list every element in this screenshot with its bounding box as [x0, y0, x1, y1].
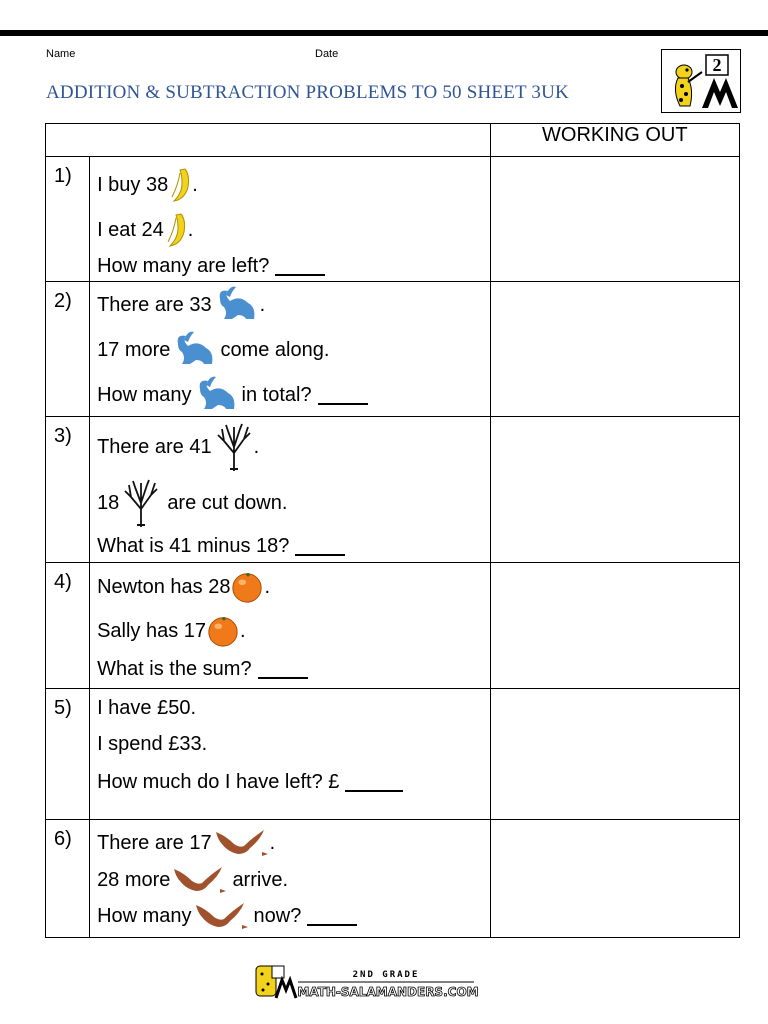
problem-line: I buy 38 — [97, 173, 169, 196]
footer-logo — [254, 964, 480, 1000]
problem-row-6 — [46, 820, 740, 938]
problem-text — [90, 689, 491, 820]
problem-line: 18 — [97, 491, 120, 514]
problem-row-4 — [46, 563, 740, 689]
rabbit-icon — [196, 375, 240, 415]
problem-number: 1) — [46, 157, 90, 282]
answer-blank[interactable] — [275, 256, 325, 276]
banana-icon — [168, 167, 192, 203]
answer-blank[interactable] — [318, 385, 368, 405]
problem-number: 2) — [46, 282, 90, 417]
salamander-logo — [661, 49, 741, 113]
problem-line: . — [192, 173, 198, 196]
problem-row-1 — [46, 157, 740, 282]
problem-line: . — [240, 619, 246, 642]
problem-question: now? — [253, 904, 302, 927]
problem-number: 6) — [46, 820, 90, 938]
working-out-cell[interactable] — [490, 820, 739, 938]
logo-number: 2 — [712, 55, 722, 75]
top-rule — [0, 30, 768, 36]
problem-line: There are 17 — [97, 831, 212, 854]
problem-row-2 — [46, 282, 740, 417]
problem-text — [90, 563, 491, 689]
problem-line: There are 41 — [97, 435, 212, 458]
orange-icon — [206, 614, 240, 648]
problem-line: 28 more — [97, 868, 171, 891]
header-blank-cell — [46, 124, 491, 157]
problem-line: . — [259, 293, 266, 316]
bird-icon — [214, 828, 270, 858]
problem-text — [90, 417, 491, 563]
bird-icon — [172, 865, 228, 895]
answer-blank[interactable] — [307, 906, 357, 926]
banana-icon — [164, 212, 188, 248]
problem-question: How many are left? — [97, 254, 270, 277]
problem-line: . — [253, 435, 260, 458]
answer-blank[interactable] — [345, 772, 403, 792]
date-label: Date — [315, 48, 339, 60]
problem-line: I have £50. — [97, 696, 197, 719]
answer-blank[interactable] — [258, 659, 308, 679]
rabbit-icon — [216, 285, 260, 325]
problem-line: How many — [97, 904, 192, 927]
problem-line: How many — [97, 383, 192, 406]
problem-line: Newton has 28 — [97, 575, 231, 598]
working-out-cell[interactable] — [490, 417, 739, 563]
problem-number: 4) — [46, 563, 90, 689]
problem-text — [90, 820, 491, 938]
problem-line: I spend £33. — [97, 732, 208, 755]
problem-question: What is 41 minus 18? — [97, 534, 290, 557]
table-header-row — [46, 124, 740, 157]
bird-icon — [194, 901, 250, 931]
footer-grade: 2ND GRADE — [352, 970, 420, 980]
problem-question: What is the sum? — [97, 657, 252, 680]
problem-row-3 — [46, 417, 740, 563]
footer-site: MATH-SALAMANDERS.COM — [297, 985, 479, 999]
problem-row-5 — [46, 689, 740, 820]
working-out-header: WORKING OUT — [490, 124, 739, 157]
rabbit-icon — [174, 330, 218, 370]
problem-question: in total? — [241, 383, 312, 406]
problem-number: 3) — [46, 417, 90, 563]
working-out-cell[interactable] — [490, 689, 739, 820]
problem-line: 17 more — [97, 338, 171, 361]
working-out-cell[interactable] — [490, 282, 739, 417]
problem-line: arrive. — [232, 868, 289, 891]
problem-line: are cut down. — [167, 491, 288, 514]
problem-text — [90, 157, 491, 282]
problem-line: . — [269, 831, 276, 854]
problem-line: come along. — [220, 338, 330, 361]
problem-line: . — [264, 575, 271, 598]
tree-icon — [214, 423, 254, 471]
problems-table — [45, 123, 740, 938]
problem-line: . — [187, 218, 194, 241]
problem-line: I eat 24 — [97, 218, 164, 241]
problem-line: Sally has 17 — [97, 619, 207, 642]
working-out-cell[interactable] — [490, 157, 739, 282]
problem-line: There are 33 — [97, 293, 212, 316]
problem-question: How much do I have left? £ — [97, 770, 340, 793]
orange-icon — [230, 570, 264, 604]
working-out-cell[interactable] — [490, 563, 739, 689]
problem-number: 5) — [46, 689, 90, 820]
problem-text — [90, 282, 491, 417]
answer-blank[interactable] — [295, 536, 345, 556]
tree-icon — [121, 479, 161, 527]
page-title: ADDITION & SUBTRACTION PROBLEMS TO 50 SHEET 3UK — [46, 82, 569, 103]
name-label: Name — [46, 48, 76, 60]
